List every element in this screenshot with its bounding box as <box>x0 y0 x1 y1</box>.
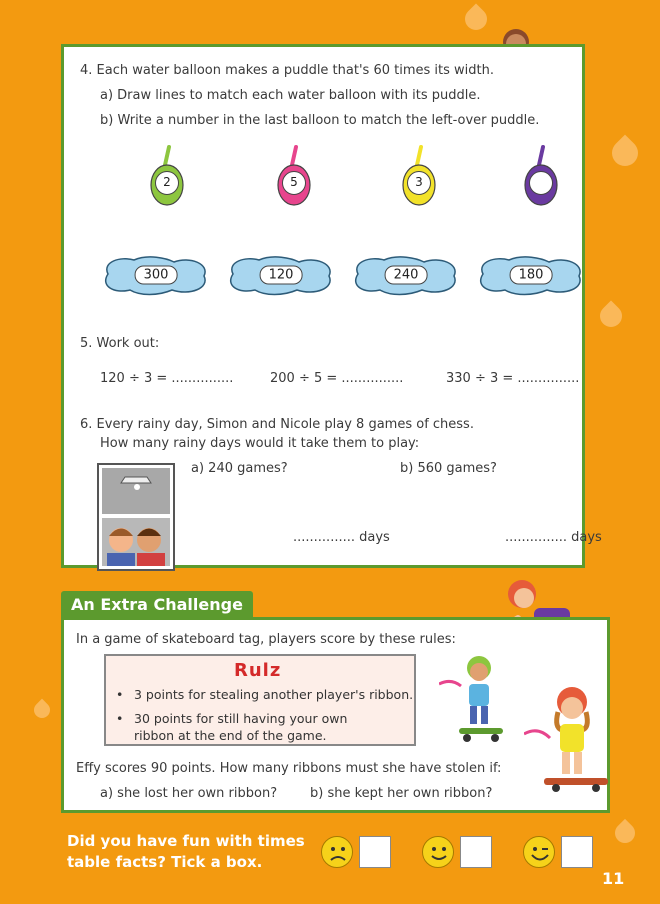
decorative-drop <box>31 699 54 722</box>
balloon-number: 5 <box>282 171 306 195</box>
smile-face-icon <box>422 836 454 868</box>
extra-intro: In a game of skateboard tag, players score by these rules: <box>76 632 456 647</box>
water-balloon[interactable] <box>394 143 444 213</box>
rainy-window-illustration <box>97 463 175 571</box>
rule-2-line-1: 30 points for still having your own <box>134 711 348 726</box>
rule-1: 3 points for stealing another player's ribbon. <box>134 687 414 702</box>
rule-bullet: • <box>116 711 124 726</box>
puddle-number: 240 <box>385 266 428 285</box>
water-balloon-blank[interactable] <box>516 143 566 213</box>
feedback-line-2: table facts? Tick a box. <box>67 853 263 871</box>
q5-item[interactable]: 330 ÷ 3 = ............... <box>446 371 580 386</box>
puddle-number: 180 <box>510 266 553 285</box>
q6-answer-b[interactable]: ............... days <box>505 530 602 545</box>
skateboarder-boy-illustration <box>439 654 514 744</box>
feedback-line-1: Did you have fun with times <box>67 832 305 850</box>
puddle[interactable] <box>100 252 212 298</box>
skateboarder-girl-illustration <box>524 684 610 794</box>
smile-tick-box[interactable] <box>460 836 492 868</box>
rule-bullet: • <box>116 687 124 702</box>
feedback-question <box>67 831 305 873</box>
rules-title: Rulz <box>234 660 282 681</box>
water-balloon[interactable] <box>142 143 192 213</box>
wink-tick-box[interactable] <box>561 836 593 868</box>
puddle-number: 300 <box>135 266 178 285</box>
extra-part-a: a) she lost her own ribbon? <box>100 786 278 801</box>
q6-part-b: b) 560 games? <box>400 461 497 476</box>
puddle[interactable] <box>350 252 462 298</box>
extra-question: Effy scores 90 points. How many ribbons must she have stolen if: <box>76 761 502 776</box>
questions-panel <box>61 44 602 568</box>
balloon-number: 3 <box>407 171 431 195</box>
q6-prompt: 6. Every rainy day, Simon and Nicole play 8 games of chess. <box>80 417 474 432</box>
balloon-number: 2 <box>155 171 179 195</box>
q5-item[interactable]: 120 ÷ 3 = ............... <box>100 371 234 386</box>
sad-face-icon <box>321 836 353 868</box>
rules-box <box>104 654 416 746</box>
q5-item[interactable]: 200 ÷ 5 = ............... <box>270 371 404 386</box>
wink-face-icon <box>523 836 555 868</box>
page-number: 11 <box>602 869 625 888</box>
water-balloon[interactable] <box>269 143 319 213</box>
rule-2-line-2: ribbon at the end of the game. <box>134 728 327 743</box>
q6-answer-a[interactable]: ............... days <box>293 530 390 545</box>
puddle-number: 120 <box>260 266 303 285</box>
balloon-answer-input[interactable] <box>529 171 553 195</box>
decorative-drop <box>611 819 639 847</box>
decorative-drop <box>607 135 644 172</box>
q4-part-a: a) Draw lines to match each water balloon with its puddle. <box>100 88 481 103</box>
puddle[interactable] <box>225 252 337 298</box>
puddle[interactable] <box>475 252 587 298</box>
q5-prompt: 5. Work out: <box>80 336 160 351</box>
extra-part-b: b) she kept her own ribbon? <box>310 786 493 801</box>
sad-tick-box[interactable] <box>359 836 391 868</box>
q6-prompt-line2: How many rainy days would it take them to play: <box>100 436 420 451</box>
extra-challenge-heading: An Extra Challenge <box>61 591 253 619</box>
q4-part-b: b) Write a number in the last balloon to match the left-over puddle. <box>100 113 540 128</box>
decorative-drop <box>595 300 626 331</box>
extra-challenge-panel <box>61 617 610 813</box>
q4-prompt: 4. Each water balloon makes a puddle that's 60 times its width. <box>80 63 494 78</box>
decorative-drop <box>460 3 491 34</box>
q6-part-a: a) 240 games? <box>191 461 288 476</box>
